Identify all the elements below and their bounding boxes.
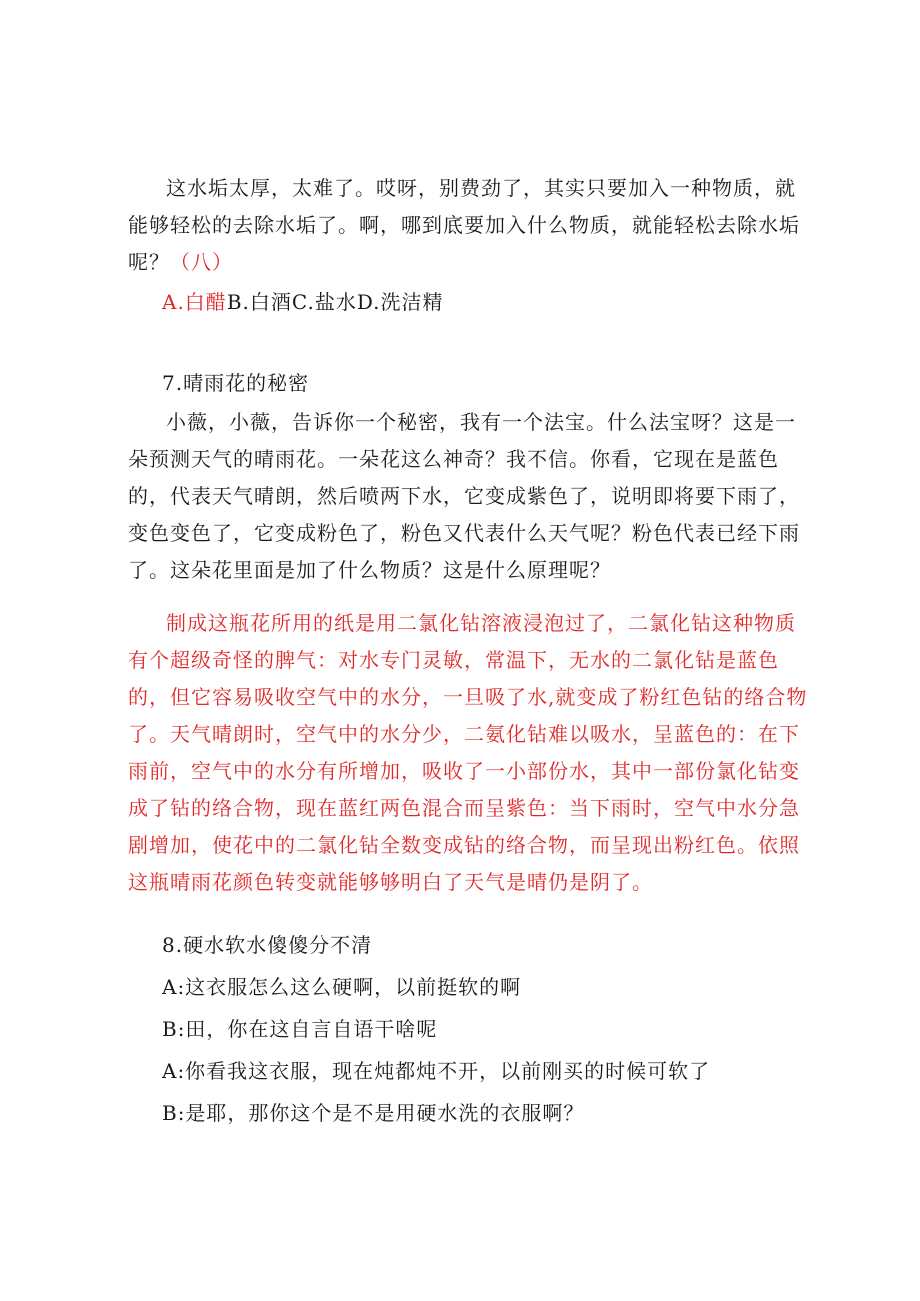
dialogue-line: A:这衣服怎么这么硬啊，以前挺软的啊: [162, 975, 522, 999]
question-6-options: [128, 287, 808, 317]
question-6-answer: （八）: [170, 250, 233, 274]
option-others: B.白酒C.盐水D.洗洁精: [226, 290, 444, 314]
dialogue-line: A:你看我这衣服，现在炖都炖不开，以前刚买的时候可软了: [162, 1059, 711, 1083]
option-correct: A.白醋: [162, 290, 227, 314]
section-8-heading: 8.硬水软水傻傻分不清: [162, 933, 373, 957]
question-6-text: [128, 170, 808, 281]
section-7-answer-block: [128, 605, 808, 901]
section-7-heading: 7.晴雨花的秘密: [162, 371, 310, 395]
section-7-dialogue: 小薇，小薇，告诉你一个秘密，我有一个法宝。什么法宝呀？这是一朵预测天气的晴雨花。一朵花这么神奇？我不信。你看，它现在是蓝色的，代表天气晴朗，然后喷两下水，它变成紫色了，说明即将要下雨了，变色变色了，它变成粉色了，粉色又代表什么天气呢？粉色代表已经下雨了。这朵花里面是加了什么物质？这是什么原理呢？: [128, 410, 800, 582]
section-7-dialogue-block: [128, 404, 808, 589]
question-6-block: [128, 170, 808, 281]
question-6-body: 这水垢太厚，太难了。哎呀，别费劲了，其实只要加入一种物质，就能够轻松的去除水垢了。啊，哪到底要加入什么物质，就能轻松去除水垢呢？: [128, 176, 800, 274]
section-8-block: [128, 930, 808, 1128]
section-7-answer: 制成这瓶花所用的纸是用二氯化钻溶液浸泡过了，二氯化钻这种物质有个超级奇怪的脾气：对水专门灵敏，常温下，无水的二氯化钻是蓝色的，但它容易吸收空气中的水分，一旦吸了水,就变成了粉红色钻的络合物了。天气晴朗时，空气中的水分少，二氨化钻难以吸水，呈蓝色的：在下雨前，空气中的水分有所增加，吸收了一小部份水，其中一部份氯化钻变成了钻的络合物，现在蓝红两色混合而呈紫色：当下雨时，空气中水分急剧增加，使花中的二氯化钻全数变成钻的络合物，而呈现出粉红色。依照这瓶晴雨花颜色转变就能够够明白了天气是晴仍是阴了。: [128, 611, 808, 894]
dialogue-line: B:是耶，那你这个是不是用硬水洗的衣服啊？: [162, 1101, 585, 1125]
section-7-heading-block: [128, 368, 808, 398]
dialogue-line: B:田，你在这自言自语干啥呢: [162, 1017, 438, 1041]
